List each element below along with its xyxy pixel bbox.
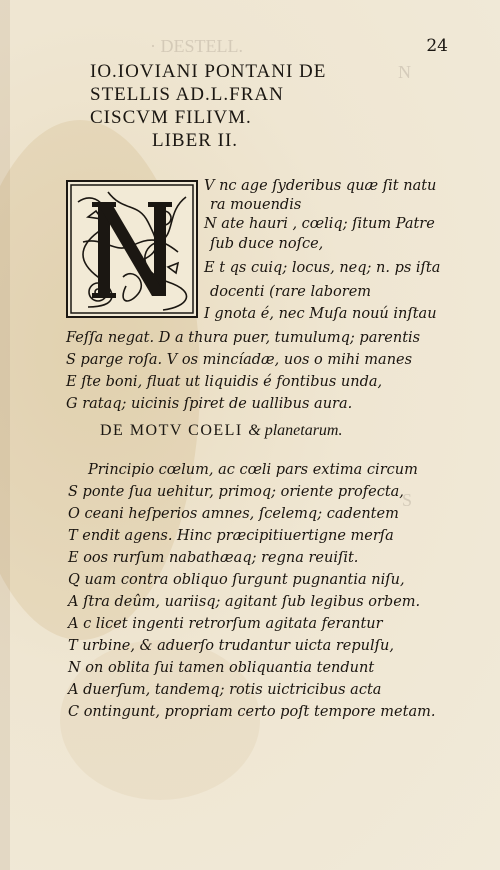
book-title bbox=[90, 60, 390, 152]
verse-line: Q uam contra obliquo ſurgunt pugnantia niſu, bbox=[68, 572, 405, 588]
verse-line: ſub duce noſce, bbox=[210, 236, 324, 252]
verse-line: N ate hauri , cœliq; ſitum Patre bbox=[204, 216, 435, 232]
verse-line: A c licet ingenti retrorſum agitata ferantur bbox=[68, 616, 383, 632]
show-through-text: S bbox=[402, 490, 413, 510]
title-line: STELLIS AD.L.FRAN bbox=[90, 84, 284, 105]
verse-line: I gnota é, nec Muſa nouú inſtau bbox=[204, 306, 437, 322]
verse-line: N on oblita ſui tamen obliquantia tendunt bbox=[68, 660, 375, 676]
verse-line: E oos rurſum nabathæaq; regna reuiſit. bbox=[68, 550, 359, 566]
ornament-icon bbox=[68, 182, 196, 316]
section-heading-caps: DE MOTV COELI bbox=[100, 422, 243, 439]
verse-line: A duerſum, tandemq; rotis uictricibus acta bbox=[68, 682, 382, 698]
page-number: 24 bbox=[426, 36, 448, 56]
section-heading bbox=[100, 422, 342, 440]
page-gutter bbox=[0, 0, 10, 870]
decorated-initial-icon bbox=[66, 180, 198, 318]
verse-line: E ſte boni, fluat ut liquidis é fontibus unda, bbox=[66, 374, 383, 390]
verse-line: C ontingunt, propriam certo poſt tempore metam. bbox=[68, 704, 436, 720]
verse-line: S parge roſa. V os mincíadæ, uos o mihi manes bbox=[66, 352, 413, 368]
verse-line: G rataq; uicinis ſpiret de uallibus aura. bbox=[66, 396, 353, 412]
title-line: CISCVM FILIVM. bbox=[90, 107, 252, 128]
verse-line: Principio cœlum, ac cœli pars extima circum bbox=[88, 462, 418, 478]
verse-line: ra mouendis bbox=[210, 197, 302, 213]
verse-line: V nc age ſyderibus quæ ſit natu bbox=[204, 178, 437, 194]
section-heading-italic: & planetarum. bbox=[248, 422, 343, 439]
show-through-text: N bbox=[398, 62, 411, 82]
title-line: LIBER II. bbox=[152, 130, 239, 151]
verse-line: A ſtra deûm, uariisq; agitant ſub legibus orbem. bbox=[68, 594, 421, 610]
verse-line: T endit agens. Hinc præcipitiuertigne merſa bbox=[68, 528, 394, 544]
verse-line: docenti (rare laborem bbox=[210, 284, 372, 300]
title-line: IO.IOVIANI PONTANI DE bbox=[90, 61, 327, 82]
verse-line: T urbine, & aduerſo trudantur uicta repulſu, bbox=[68, 638, 394, 654]
show-through-text: · DESTELL. bbox=[150, 36, 243, 56]
verse-line: O ceani heſperios amnes, ſcelemq; cadentem bbox=[68, 506, 399, 522]
verse-line: S ponte ſua uehitur, primoq; oriente profecta, bbox=[68, 484, 404, 500]
verse-line: E t qs cuiq; locus, neq; n. ps iſta bbox=[204, 260, 441, 276]
verse-line: Feſſa negat. D a thura puer, tumulumq; parentis bbox=[66, 330, 421, 346]
